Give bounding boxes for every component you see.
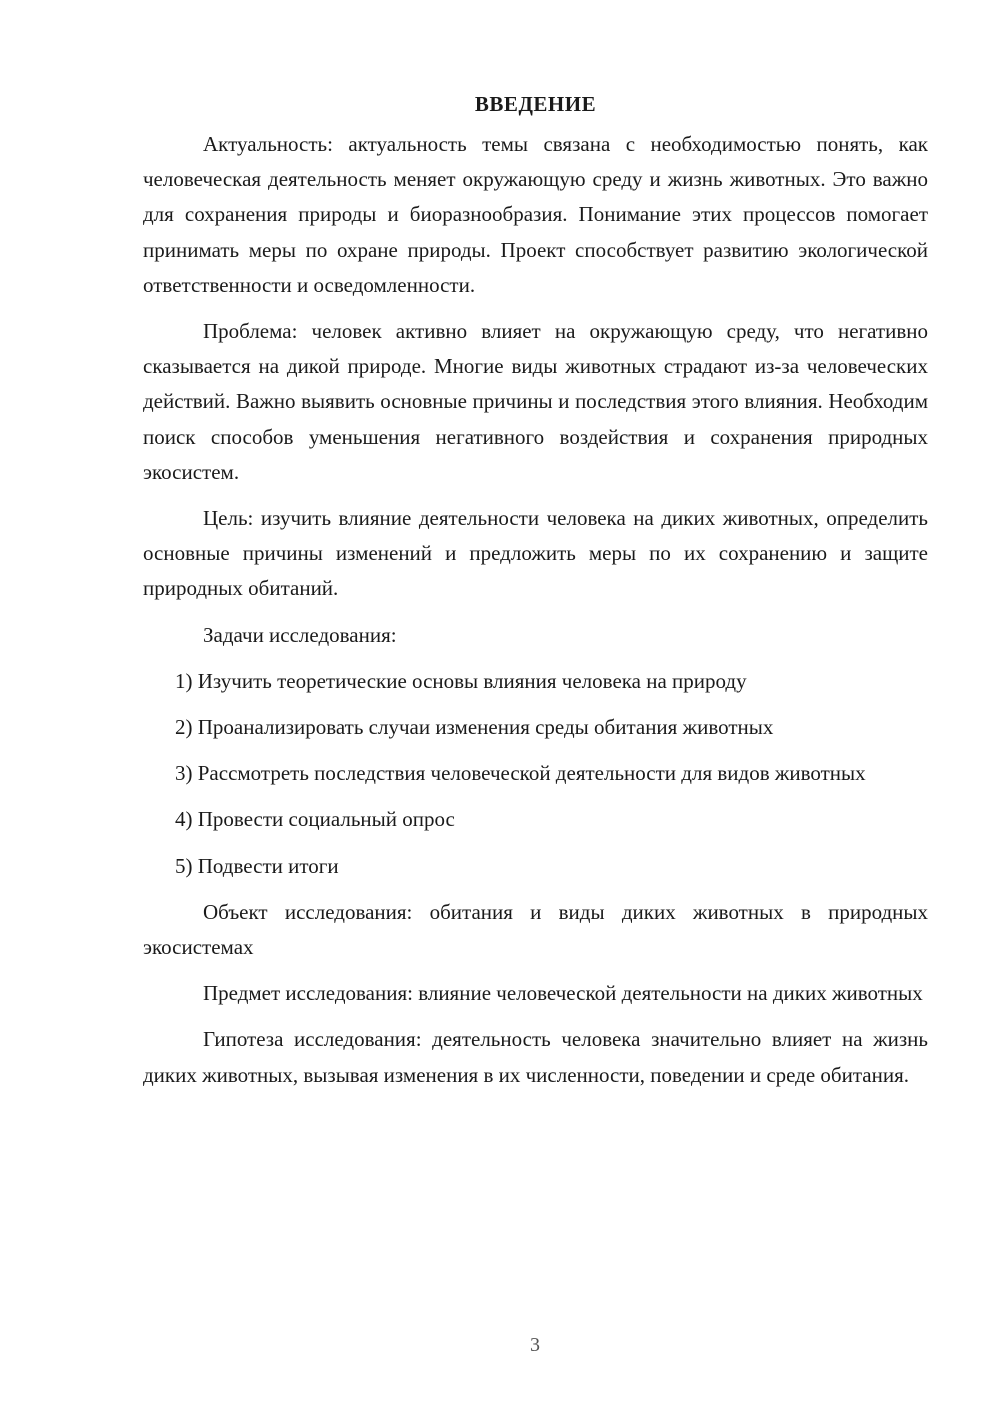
page-number: 3 bbox=[530, 1334, 540, 1356]
tasks-heading: Задачи исследования: bbox=[203, 622, 397, 647]
task-item: 5) Подвести итоги bbox=[175, 853, 339, 878]
task-item: 3) Рассмотреть последствия человеческой деятельности для видов животных bbox=[175, 761, 866, 786]
page-title: ВВЕДЕНИЕ bbox=[474, 92, 597, 116]
hypothesis-paragraph: Гипотеза исследования: деятельность человека значительно влияет на жизнь диких животных, вызывая изменения в их численности, поведении и среде обитания. bbox=[143, 1027, 928, 1087]
object-paragraph: Объект исследования: обитания и виды диких животных в природных экосистемах bbox=[143, 899, 928, 960]
goal-paragraph: Цель: изучить влияние деятельности человека на диких животных, определить основные причины изменений и предложить меры по их сохранению и защите природных обитаний. bbox=[143, 506, 928, 601]
document-page bbox=[143, 92, 928, 1104]
subject-paragraph: Предмет исследования: влияние человеческой деятельности на диких животных bbox=[203, 981, 923, 1006]
problem-paragraph: Проблема: человек активно влияет на окружающую среду, что негативно сказывается на дикой природе. Многие виды животных страдают из-за человеческих действий. Важно выявить основные причины и последствия этого влияния. Необходим поиск способов уменьшения негативного воздействия и сохранения природных экосистем. bbox=[143, 319, 928, 484]
task-item: 1) Изучить теоретические основы влияния человека на природу bbox=[175, 668, 747, 693]
task-item: 4) Провести социальный опрос bbox=[175, 807, 455, 832]
relevance-paragraph: Актуальность: актуальность темы связана с необходимостью понять, как человеческая деятельность меняет окружающую среду и жизнь животных. Это важно для сохранения природы и биоразнообразия. Понимание этих процессов помогает принимать меры по охране природы. Проект способствует развитию экологической ответственности и осведомленности. bbox=[143, 132, 928, 297]
task-item: 2) Проанализировать случаи изменения среды обитания животных bbox=[175, 715, 774, 740]
